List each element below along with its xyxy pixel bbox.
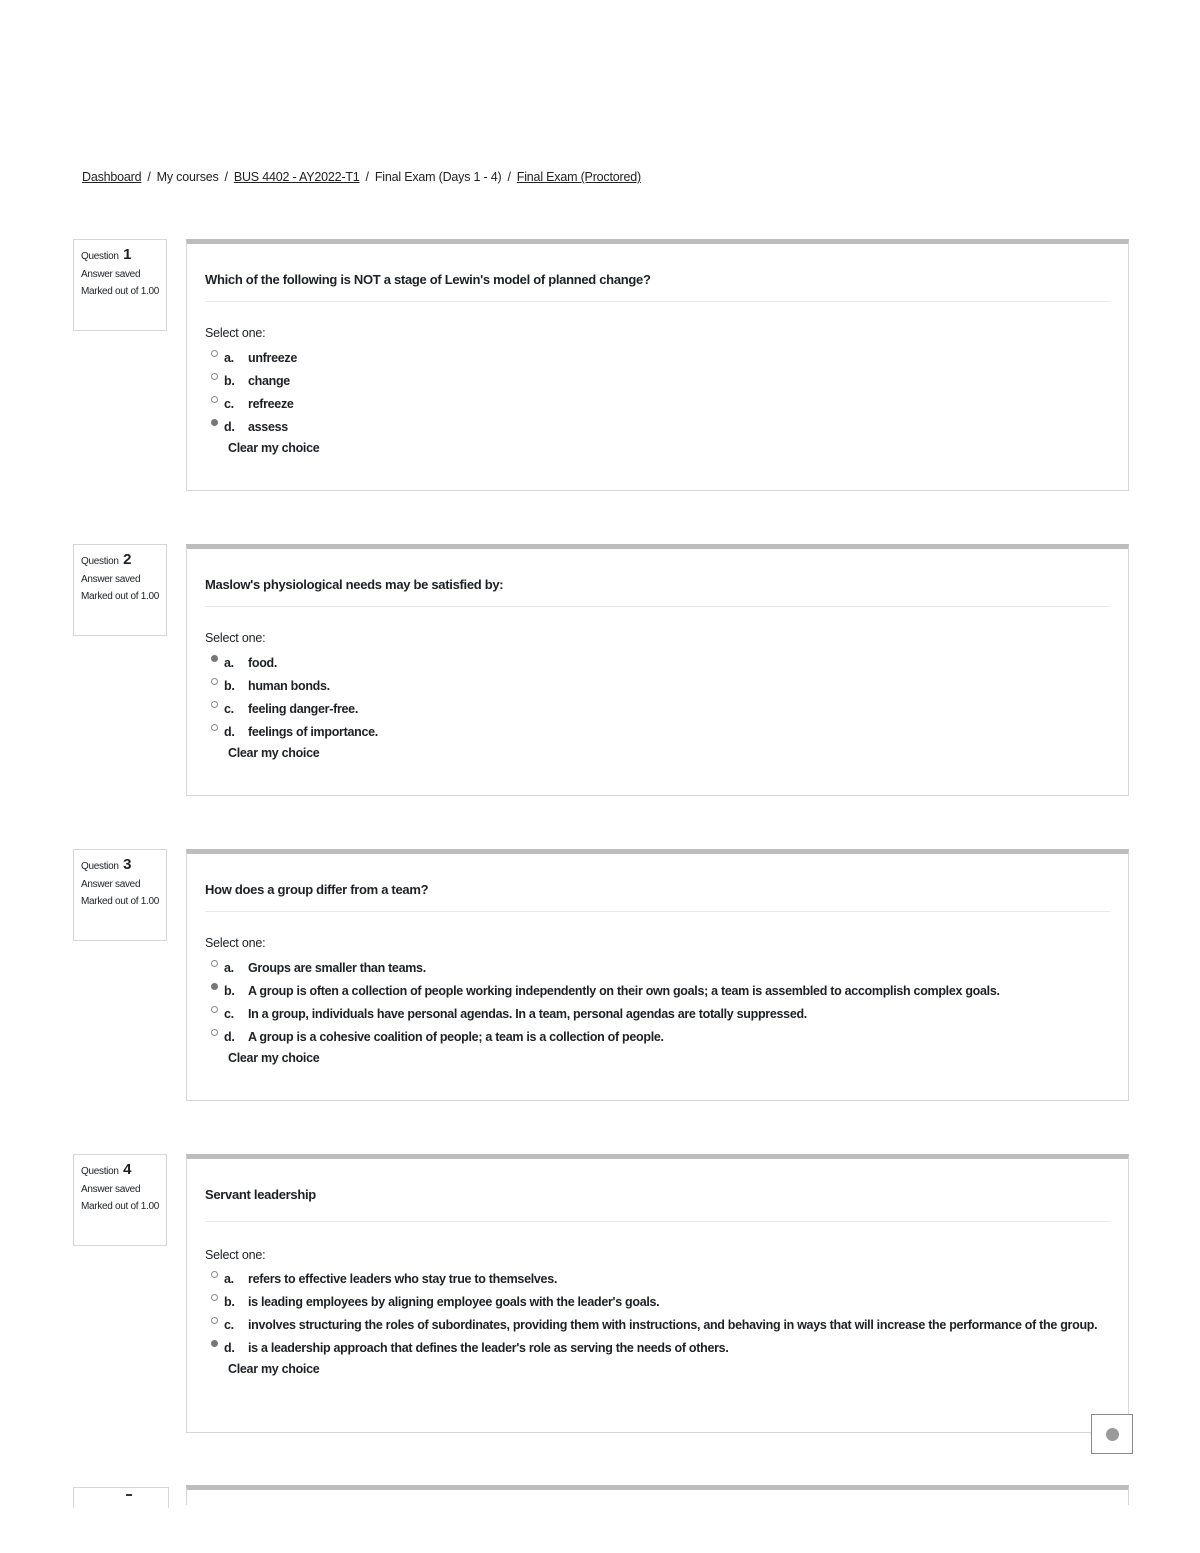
clear-choice-link[interactable]: Clear my choice (228, 746, 320, 760)
question-card (186, 1154, 1129, 1433)
option-letter: c. (224, 1007, 234, 1021)
answer-option-a[interactable] (211, 1270, 1098, 1288)
option-text: unfreeze (248, 351, 298, 365)
radio-button[interactable] (211, 1006, 218, 1013)
breadcrumb-course[interactable]: BUS 4402 - AY2022-T1 (233, 170, 360, 184)
option-text: food. (248, 656, 278, 670)
option-text: is leading employees by aligning employee goals with the leader's goals. (248, 1295, 660, 1309)
question-grade: Marked out of 1.00 (81, 1201, 159, 1213)
select-one-prompt: Select one: (205, 326, 266, 340)
breadcrumb-exam-section: Final Exam (Days 1 - 4) (374, 170, 502, 184)
option-letter: d. (224, 420, 235, 434)
radio-button[interactable] (211, 1029, 218, 1036)
question-number: Question 3 (81, 856, 132, 873)
question-grade: Marked out of 1.00 (81, 286, 159, 298)
radio-button[interactable] (211, 1317, 218, 1324)
answer-option-a[interactable] (211, 959, 1098, 977)
question-grade: Marked out of 1.00 (81, 896, 159, 908)
select-one-prompt: Select one: (205, 936, 266, 950)
option-text: feelings of importance. (248, 725, 378, 739)
answer-option-d[interactable] (211, 1028, 1098, 1046)
option-letter: a. (224, 1272, 234, 1286)
option-text: is a leadership approach that defines the leader's role as serving the needs of others. (248, 1341, 729, 1355)
option-letter: b. (224, 679, 235, 693)
radio-button[interactable] (211, 350, 218, 357)
divider (205, 911, 1110, 912)
question-card (186, 849, 1129, 1101)
answer-option-a[interactable] (211, 654, 1098, 672)
radio-button[interactable] (211, 678, 218, 685)
breadcrumb-my-courses: My courses (156, 170, 219, 184)
answer-options (211, 1270, 1098, 1376)
breadcrumb-separator: / (224, 170, 228, 184)
radio-button-checked[interactable] (211, 983, 218, 990)
breadcrumb-separator: / (365, 170, 369, 184)
answer-option-b[interactable] (211, 372, 1098, 390)
option-letter: a. (224, 961, 234, 975)
divider (205, 301, 1110, 302)
option-text: refers to effective leaders who stay true to themselves. (248, 1272, 558, 1286)
option-text: In a group, individuals have personal agendas. In a team, personal agendas are totally suppressed. (248, 1007, 807, 1021)
option-letter: a. (224, 656, 234, 670)
option-text: A group is often a collection of people working independently on their own goals; a team is assembled to accomplish complex goals. (248, 984, 1000, 998)
answer-option-b[interactable] (211, 982, 1098, 1000)
option-letter: d. (224, 1030, 235, 1044)
answer-option-c[interactable] (211, 700, 1098, 718)
option-text: refreeze (248, 397, 294, 411)
breadcrumb-final-exam[interactable]: Final Exam (Proctored) (516, 170, 641, 184)
answer-option-b[interactable] (211, 677, 1098, 695)
breadcrumb (82, 170, 641, 184)
question-5-card-partial (186, 1485, 1129, 1505)
option-letter: b. (224, 1295, 235, 1309)
answer-options (211, 349, 1098, 455)
question-text: Maslow's physiological needs may be satisfied by: (205, 577, 504, 592)
option-text: feeling danger-free. (248, 702, 358, 716)
question-grade: Marked out of 1.00 (81, 591, 159, 603)
answer-option-d[interactable] (211, 723, 1098, 741)
question-number: Question 4 (81, 1161, 132, 1178)
breadcrumb-separator: / (147, 170, 151, 184)
radio-button-checked[interactable] (211, 655, 218, 662)
floating-action-button[interactable] (1091, 1414, 1133, 1454)
radio-button-checked[interactable] (211, 1340, 218, 1347)
question-card (186, 239, 1129, 491)
option-letter: c. (224, 397, 234, 411)
divider (205, 606, 1110, 607)
option-letter: b. (224, 374, 235, 388)
chat-bubble-icon (1106, 1428, 1119, 1441)
option-letter: b. (224, 984, 235, 998)
radio-button-checked[interactable] (211, 419, 218, 426)
answer-options (211, 959, 1098, 1065)
question-number: Question 1 (81, 246, 132, 263)
answer-option-d[interactable] (211, 1339, 1098, 1357)
breadcrumb-separator: / (507, 170, 511, 184)
radio-button[interactable] (211, 960, 218, 967)
select-one-prompt: Select one: (205, 1248, 266, 1262)
question-text: How does a group differ from a team? (205, 882, 429, 897)
question-state: Answer saved (81, 268, 141, 280)
answer-option-c[interactable] (211, 395, 1098, 413)
question-info (73, 849, 167, 941)
option-letter: d. (224, 725, 235, 739)
radio-button[interactable] (211, 724, 218, 731)
question-state: Answer saved (81, 878, 141, 890)
option-letter: c. (224, 1318, 234, 1332)
clear-choice-link[interactable]: Clear my choice (228, 1051, 320, 1065)
clear-choice-link[interactable]: Clear my choice (228, 1362, 320, 1376)
option-text: change (248, 374, 290, 388)
answer-options (211, 654, 1098, 760)
question-info (73, 544, 167, 636)
option-letter: a. (224, 351, 234, 365)
question-card (186, 544, 1129, 796)
radio-button[interactable] (211, 396, 218, 403)
question-number-partial (126, 1494, 132, 1496)
select-one-prompt: Select one: (205, 631, 266, 645)
radio-button[interactable] (211, 1294, 218, 1301)
option-text: Groups are smaller than teams. (248, 961, 426, 975)
question-state: Answer saved (81, 1183, 141, 1195)
breadcrumb-dashboard[interactable]: Dashboard (82, 170, 142, 184)
answer-option-c[interactable] (211, 1316, 1098, 1334)
question-5-info-partial (73, 1487, 169, 1508)
question-text: Which of the following is NOT a stage of Lewin's model of planned change? (205, 272, 651, 287)
radio-button[interactable] (211, 701, 218, 708)
radio-button[interactable] (211, 1271, 218, 1278)
option-text: assess (248, 420, 288, 434)
question-number: Question 2 (81, 551, 132, 568)
radio-button[interactable] (211, 373, 218, 380)
option-letter: c. (224, 702, 234, 716)
option-text: A group is a cohesive coalition of people; a team is a collection of people. (248, 1030, 664, 1044)
question-info (73, 239, 167, 331)
clear-choice-link[interactable]: Clear my choice (228, 441, 320, 455)
option-letter: d. (224, 1341, 235, 1355)
option-text: human bonds. (248, 679, 330, 693)
answer-option-c[interactable] (211, 1005, 1098, 1023)
answer-option-b[interactable] (211, 1293, 1098, 1311)
divider (205, 1221, 1110, 1222)
answer-option-a[interactable] (211, 349, 1098, 367)
option-text: involves structuring the roles of subordinates, providing them with instructions, and behaving in ways that will increase the performance of the group. (248, 1318, 1098, 1332)
question-info (73, 1154, 167, 1246)
question-state: Answer saved (81, 573, 141, 585)
answer-option-d[interactable] (211, 418, 1098, 436)
question-text: Servant leadership (205, 1187, 316, 1202)
